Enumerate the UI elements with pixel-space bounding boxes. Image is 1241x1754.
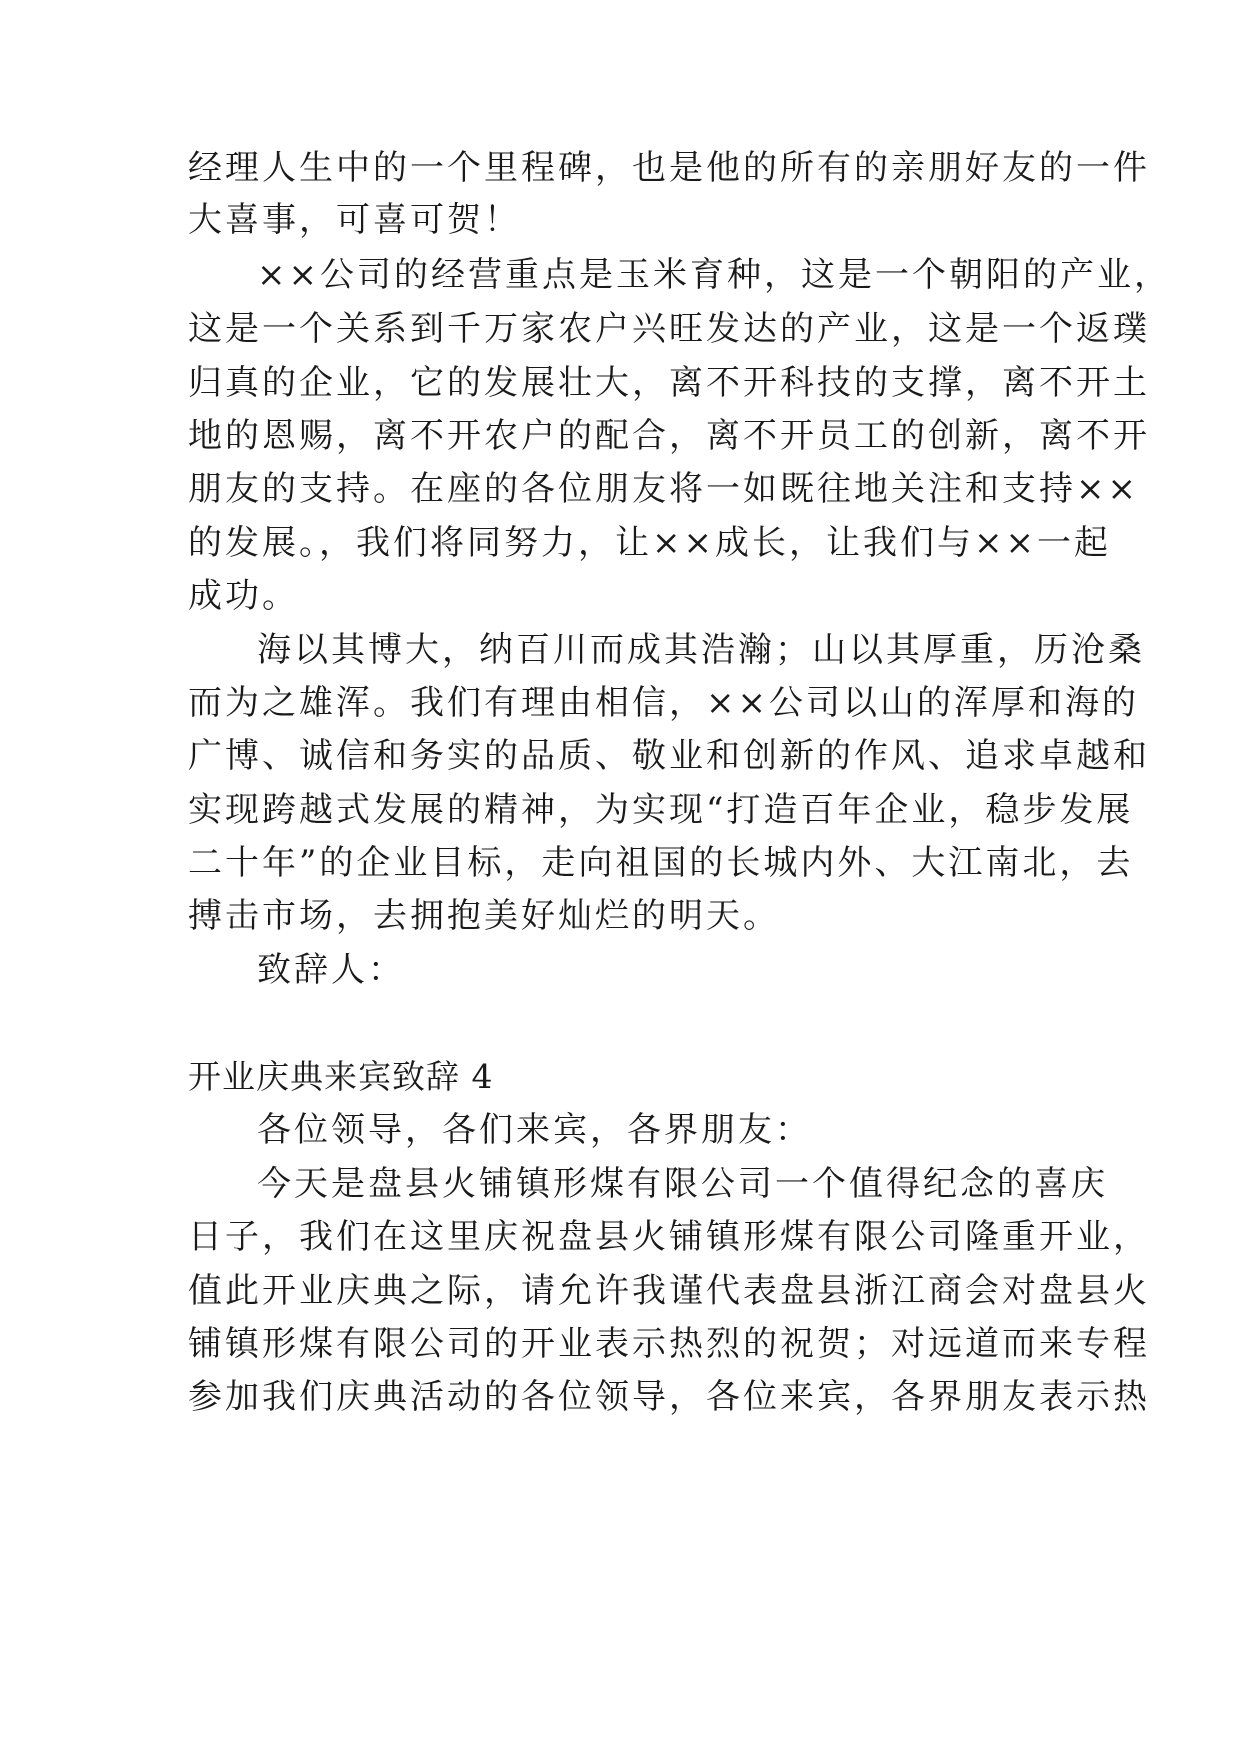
paragraph-line: 而为之雄浑。我们有理由相信，××公司以山的浑厚和海的 xyxy=(188,683,1139,723)
salutation: 各位领导，各们来宾，各界朋友： xyxy=(257,1110,812,1150)
paragraph-line: 搏击市场，去拥抱美好灿烂的明天。 xyxy=(188,896,780,936)
paragraph-line: 地的恩赐，离不开农户的配合，离不开员工的创新，离不开 xyxy=(188,416,1150,456)
paragraph-line: 日子，我们在这里庆祝盘县火铺镇形煤有限公司隆重开业， xyxy=(188,1217,1150,1257)
paragraph-line: 广博、诚信和务实的品质、敬业和创新的作风、追求卓越和 xyxy=(188,736,1150,776)
paragraph-line: 朋友的支持。在座的各位朋友将一如既往地关注和支持×× xyxy=(188,469,1139,509)
paragraph-line: 的发展。，我们将同努力，让××成长，让我们与××一起 xyxy=(188,523,1111,563)
paragraph-line: 大喜事，可喜可贺！ xyxy=(188,200,521,240)
paragraph-line: 参加我们庆典活动的各位领导，各位来宾，各界朋友表示热 xyxy=(188,1377,1150,1417)
paragraph-line: 海以其博大，纳百川而成其浩瀚；山以其厚重，历沧桑 xyxy=(257,630,1145,670)
paragraph-line: 实现跨越式发展的精神，为实现“打造百年企业，稳步发展 xyxy=(188,790,1134,830)
section-title: 开业庆典来宾致辞 4 xyxy=(188,1057,494,1096)
paragraph-line: 经理人生中的一个里程碑，也是他的所有的亲朋好友的一件 xyxy=(188,148,1150,188)
paragraph-line: ××公司的经营重点是玉米育种，这是一个朝阳的产业， xyxy=(257,255,1171,295)
paragraph-line: 今天是盘县火铺镇形煤有限公司一个值得纪念的喜庆 xyxy=(257,1164,1108,1204)
paragraph-line: 这是一个关系到千万家农户兴旺发达的产业，这是一个返璞 xyxy=(188,309,1150,349)
signature-label: 致辞人： xyxy=(257,950,405,990)
paragraph-line: 铺镇形煤有限公司的开业表示热烈的祝贺；对远道而来专程 xyxy=(188,1324,1150,1364)
paragraph-line: 成功。 xyxy=(188,576,299,616)
paragraph-line: 二十年”的企业目标，走向祖国的长城内外、大江南北，去 xyxy=(188,843,1134,883)
paragraph-line: 归真的企业，它的发展壮大，离不开科技的支撑，离不开土 xyxy=(188,363,1150,403)
paragraph-line: 值此开业庆典之际，请允许我谨代表盘县浙江商会对盘县火 xyxy=(188,1271,1150,1311)
